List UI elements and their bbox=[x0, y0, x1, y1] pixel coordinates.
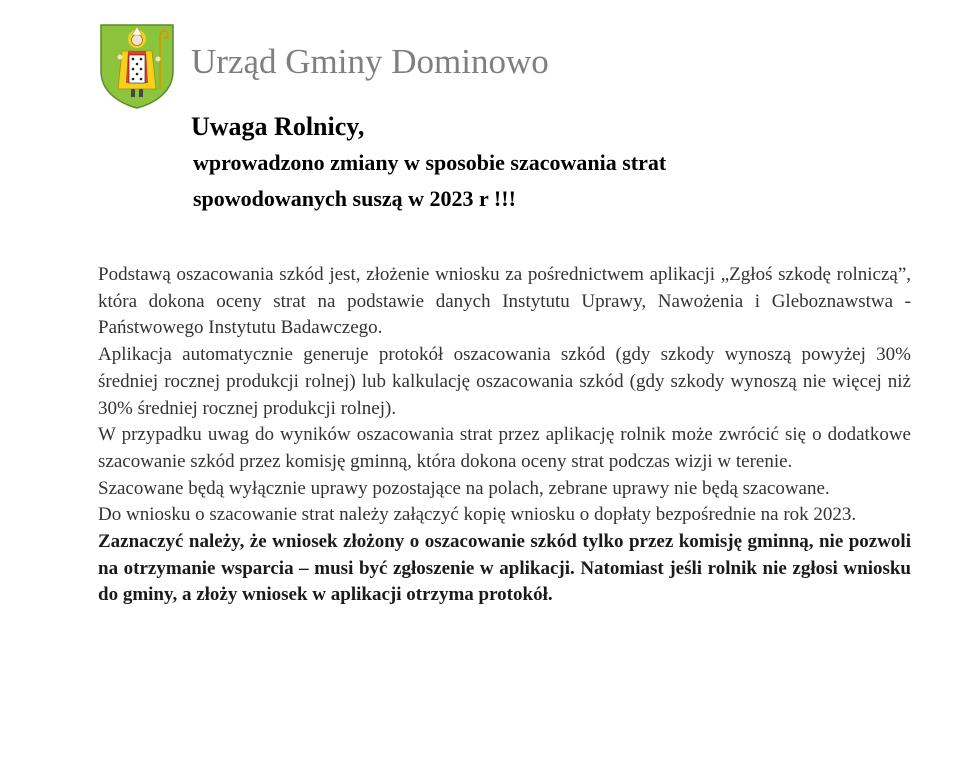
notice-heading bbox=[191, 110, 666, 216]
office-name: Urząd Gminy Dominowo bbox=[191, 42, 549, 81]
paragraph-emphasis: Zaznaczyć należy, że wniosek złożony o oszacowanie szkód tylko przez komisję gminną, nie pozwoli na otrzymanie wsparcia – musi być zgłoszenie w aplikacji. Natomiast jeśli rolnik nie zgłosi wniosku do gminy, a złoży wniosek w aplikacji otrzyma protokół. bbox=[98, 531, 911, 606]
notice-title: Uwaga Rolnicy, bbox=[191, 112, 365, 141]
municipal-coat-of-arms-icon bbox=[98, 23, 176, 109]
paragraph-attachment: Do wniosku o szacowanie strat należy załączyć kopię wniosku o dopłaty bezpośrednie na rok 2023. bbox=[98, 504, 857, 526]
paragraph-commission: W przypadku uwag do wyników oszacowania strat przez aplikację rolnik może zwrócić się o dodatkowe szacowanie szkód przez komisję gminną, która dokona oceny strat podczas wizji w terenie. bbox=[98, 424, 911, 472]
paragraph-crops: Szacowane będą wyłącznie uprawy pozostające na polach, zebrane uprawy nie będą szacowane. bbox=[98, 477, 830, 499]
notice-subtitle-line-2: spowodowanych suszą w 2023 r !!! bbox=[193, 186, 516, 211]
paragraph-basis: Podstawą oszacowania szkód jest, złożenie wniosku za pośrednictwem aplikacji „Zgłoś szkodę rolniczą”, która dokona oceny strat na podstawie danych Instytutu Uprawy, Nawożenia i Gleboznawstwa - Państwowego Instytutu Badawczego. bbox=[98, 264, 911, 339]
notice-subtitle-line-1: wprowadzono zmiany w sposobie szacowania strat bbox=[193, 150, 667, 175]
notice-body bbox=[98, 262, 911, 609]
paragraph-app-protocol: Aplikacja automatycznie generuje protokół oszacowania szkód (gdy szkody wynoszą powyżej 30% średniej rocznej produkcji rolnej) lub kalkulację oszacowania szkód (gdy szkody wynoszą nie więcej niż 30% średniej rocznej produkcji rolnej). bbox=[98, 344, 911, 419]
